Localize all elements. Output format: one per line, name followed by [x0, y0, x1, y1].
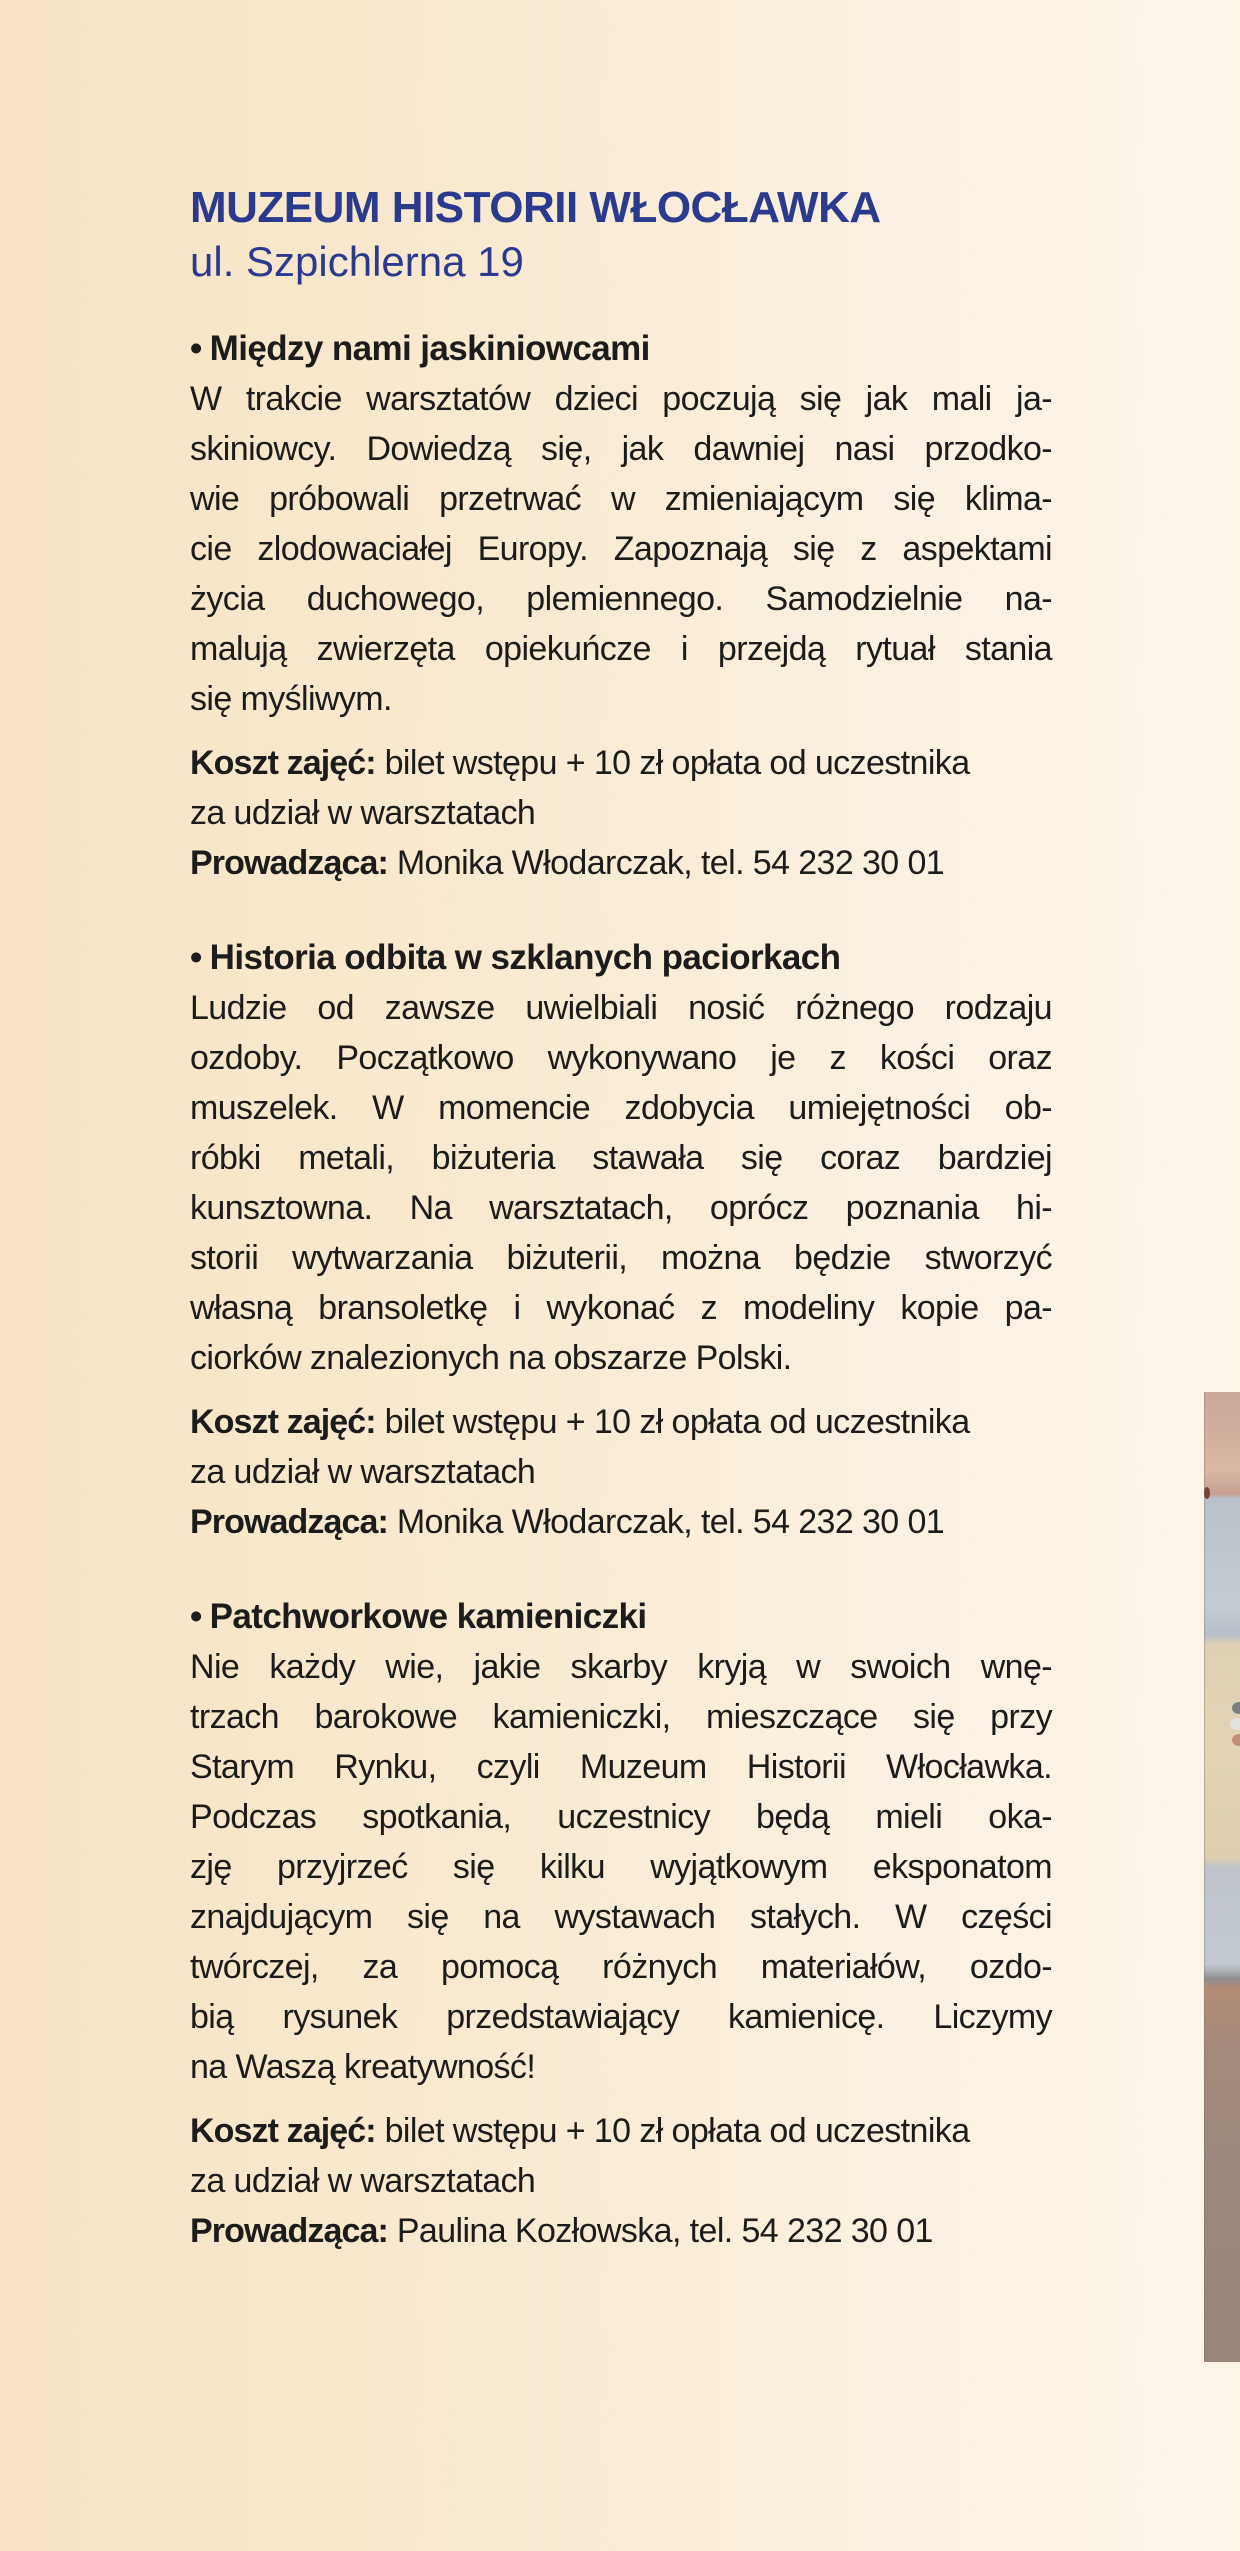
leader-label: Prowadząca: [190, 2212, 388, 2250]
description-line: bią rysunek przedstawiający kamienicę. Liczymy [190, 1998, 1052, 2036]
workshop-description [190, 1642, 1052, 2092]
workshop-photo [1204, 1392, 1240, 2362]
description-line: ozdoby. Początkowo wykonywano je z kości oraz [190, 1039, 1052, 1077]
description-line: zję przyjrzeć się kilku wyjątkowym eksponatom [190, 1848, 1052, 1886]
workshop-info [190, 1397, 1052, 1547]
leader-label: Prowadząca: [190, 1503, 388, 1541]
description-line: znajdującym się na wystawach stałych. W części [190, 1898, 1052, 1936]
leader-value: Monika Włodarczak, tel. 54 232 30 01 [396, 844, 945, 882]
workshop-title-text: Patchworkowe kamieniczki [209, 1597, 647, 1636]
description-line: malują zwierzęta opiekuńcze i przejdą rytuał stania [190, 630, 1052, 668]
workshop-3 [190, 1592, 1052, 2256]
workshop-info [190, 738, 1052, 888]
description-line: W trakcie warsztatów dzieci poczują się jak mali ja- [190, 380, 1052, 418]
description-line: trzach barokowe kamieniczki, mieszczące się przy [190, 1698, 1052, 1736]
description-line: kunsztowna. Na warsztatach, oprócz poznania hi- [190, 1189, 1052, 1227]
workshop-info [190, 2106, 1052, 2256]
workshop-title [190, 324, 1052, 374]
description-line: twórczej, za pomocą różnych materiałów, ozdo- [190, 1948, 1052, 1986]
description-line: storii wytwarzania biżuterii, można będzie stworzyć [190, 1239, 1052, 1277]
description-line: Starym Rynku, czyli Muzeum Historii Włocławka. [190, 1748, 1052, 1786]
description-line: ciorków znalezionych na obszarze Polski. [190, 1339, 792, 1377]
workshop-title-text: Historia odbita w szklanych paciorkach [209, 938, 841, 977]
leader-value: Monika Włodarczak, tel. 54 232 30 01 [396, 1503, 945, 1541]
cost-value-continued: za udział w warsztatach [190, 2162, 536, 2200]
leader-line [190, 1497, 1052, 1547]
description-line: życia duchowego, plemiennego. Samodzielnie na- [190, 580, 1052, 618]
workshop-description [190, 983, 1052, 1383]
description-line: wie próbowali przetrwać w zmieniającym się klima- [190, 480, 1052, 518]
cost-value: bilet wstępu + 10 zł opłata od uczestnika [384, 1403, 970, 1441]
workshop-description [190, 374, 1052, 724]
bullet-icon: • [190, 1597, 202, 1636]
description-line: Ludzie od zawsze uwielbiali nosić różnego rodzaju [190, 989, 1052, 1027]
cost-label: Koszt zajęć: [190, 744, 376, 782]
cost-value: bilet wstępu + 10 zł opłata od uczestnika [384, 2112, 970, 2150]
brochure-page [190, 182, 1052, 2256]
description-line: róbki metali, biżuteria stawała się coraz bardziej [190, 1139, 1052, 1177]
bead-decoration [1230, 1718, 1240, 1730]
workshop-title [190, 1592, 1052, 1642]
description-line: muszelek. W momencie zdobycia umiejętności ob- [190, 1089, 1052, 1127]
description-line: Podczas spotkania, uczestnicy będą mieli oka- [190, 1798, 1052, 1836]
museum-title: MUZEUM HISTORII WŁOCŁAWKA [190, 183, 881, 232]
leader-value: Paulina Kozłowska, tel. 54 232 30 01 [396, 2212, 933, 2250]
bead-decoration [1232, 1734, 1240, 1746]
workshop-title [190, 933, 1052, 983]
cost-value-continued: za udział w warsztatach [190, 1453, 536, 1491]
cost-label: Koszt zajęć: [190, 2112, 376, 2150]
leader-label: Prowadząca: [190, 844, 388, 882]
cost-value: bilet wstępu + 10 zł opłata od uczestnika [384, 744, 970, 782]
cost-label: Koszt zajęć: [190, 1403, 376, 1441]
workshop-1 [190, 324, 1052, 888]
description-line: cie zlodowaciałej Europy. Zapoznają się z aspektami [190, 530, 1052, 568]
museum-address: ul. Szpichlerna 19 [190, 238, 524, 285]
cost-line [190, 738, 1052, 788]
cost-value-continued: za udział w warsztatach [190, 794, 536, 832]
workshop-2 [190, 933, 1052, 1547]
cost-line [190, 1397, 1052, 1447]
description-line: skiniowcy. Dowiedzą się, jak dawniej nasi przodko- [190, 430, 1052, 468]
description-line: Nie każdy wie, jakie skarby kryją w swoich wnę- [190, 1648, 1052, 1686]
description-line: na Waszą kreatywność! [190, 2048, 536, 2086]
workshop-title-text: Między nami jaskiniowcami [209, 329, 650, 368]
description-line: się myśliwym. [190, 680, 392, 718]
leader-line [190, 838, 1052, 888]
bullet-icon: • [190, 938, 202, 977]
cost-line [190, 2106, 1052, 2156]
description-line: własną bransoletkę i wykonać z modeliny kopie pa- [190, 1289, 1052, 1327]
leader-line [190, 2206, 1052, 2256]
bead-decoration [1232, 1702, 1240, 1714]
bead-decoration [1204, 1487, 1210, 1499]
bullet-icon: • [190, 329, 202, 368]
